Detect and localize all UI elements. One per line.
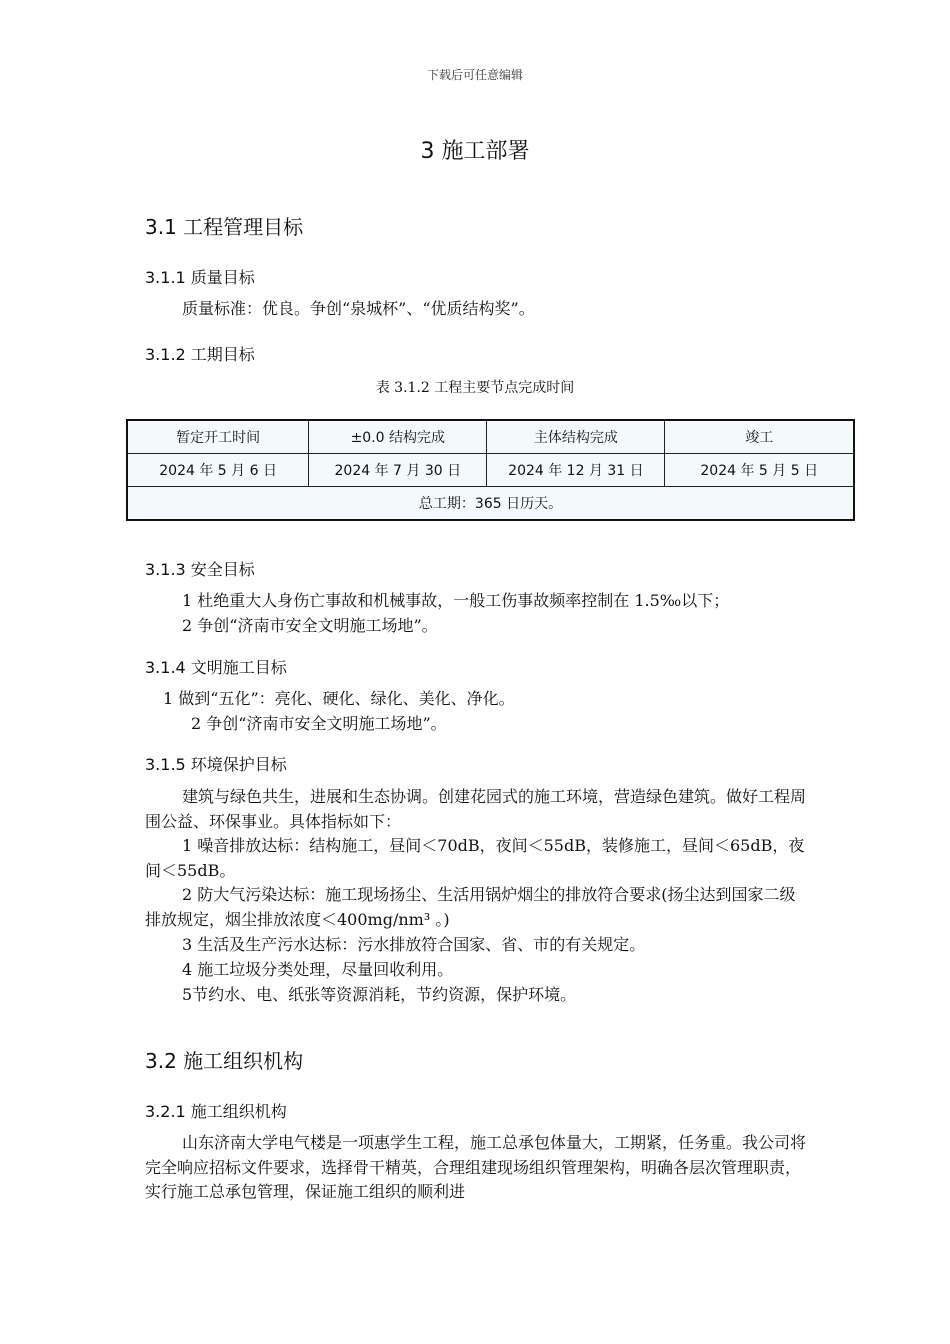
table-header-row: [127, 420, 854, 454]
section-3-1-1-title: 3.1.1 质量目标: [145, 268, 255, 287]
section-3-1-title: 3.1 工程管理目标: [145, 215, 304, 239]
env-paragraph-4: 3 生活及生产污水达标：污水排放符合国家、省、市的有关规定。: [182, 935, 646, 954]
header-note: 下载后可任意编辑: [426, 68, 523, 82]
table-header-cell: 暂定开工时间: [127, 420, 309, 454]
env-paragraph-3: 2 防大气污染达标：施工现场扬尘、生活用锅炉烟尘的排放符合要求(扬尘达到国家二级排放规定，烟尘排放浓度＜400mg/nm³ 。): [145, 885, 796, 929]
safety-line-2: 2 争创“济南市安全文明施工场地”。: [182, 616, 438, 635]
table-cell: 2024 年 5 月 5 日: [665, 454, 854, 487]
table-header-cell: ±0.0 结构完成: [309, 420, 487, 454]
table-cell: 2024 年 12 月 31 日: [487, 454, 665, 487]
org-paragraph: 山东济南大学电气楼是一项惠学生工程，施工总承包体量大，工期紧，任务重。我公司将完全响应招标文件要求，选择骨干精英，合理组建现场组织管理架构，明确各层次管理职责，实行施工总承包管理，保证施工组织的顺利进: [145, 1133, 807, 1201]
civilized-line-2: 2 争创“济南市安全文明施工场地”。: [191, 714, 447, 733]
table-header-cell: 竣工: [665, 420, 854, 454]
section-3-1-5-title: 3.1.5 环境保护目标: [145, 755, 287, 774]
env-paragraph-5: 4 施工垃圾分类处理，尽量回收利用。: [182, 960, 454, 979]
table-total-row: [127, 487, 854, 521]
section-3-1-2-title: 3.1.2 工期目标: [145, 345, 255, 364]
table-header-cell: 主体结构完成: [487, 420, 665, 454]
table-cell: 2024 年 7 月 30 日: [309, 454, 487, 487]
section-3-2-title: 3.2 施工组织机构: [145, 1049, 304, 1073]
env-paragraph-1: 建筑与绿色共生，进展和生态协调。创建花园式的施工环境，营造绿色建筑。做好工程周围公益、环保事业。具体指标如下：: [145, 787, 807, 831]
section-3-1-4-title: 3.1.4 文明施工目标: [145, 658, 287, 677]
table-caption: 表 3.1.2 工程主要节点完成时间: [375, 380, 575, 396]
section-3-1-3-title: 3.1.3 安全目标: [145, 560, 255, 579]
safety-line-1: 1 杜绝重大人身伤亡事故和机械事故，一般工伤事故频率控制在 1.5‰以下；: [182, 591, 730, 610]
env-paragraph-2: 1 噪音排放达标：结构施工，昼间＜70dB，夜间＜55dB，装修施工，昼间＜65dB，夜间＜55dB。: [145, 836, 805, 880]
table-cell: 2024 年 5 月 6 日: [127, 454, 309, 487]
table-row: [127, 454, 854, 487]
env-paragraph-6: 5节约水、电、纸张等资源消耗，节约资源，保护环境。: [182, 985, 577, 1004]
section-3-2-1-title: 3.2.1 施工组织机构: [145, 1102, 287, 1121]
chapter-title: 3 施工部署: [420, 139, 530, 164]
total-duration-cell: 总工期：365 日历天。: [127, 487, 854, 521]
quality-target-text: 质量标准：优良。争创“泉城杯”、“优质结构奖”。: [182, 299, 535, 318]
milestone-table: [126, 419, 855, 521]
civilized-line-1: 1 做到“五化”：亮化、硬化、绿化、美化、净化。: [163, 689, 515, 708]
